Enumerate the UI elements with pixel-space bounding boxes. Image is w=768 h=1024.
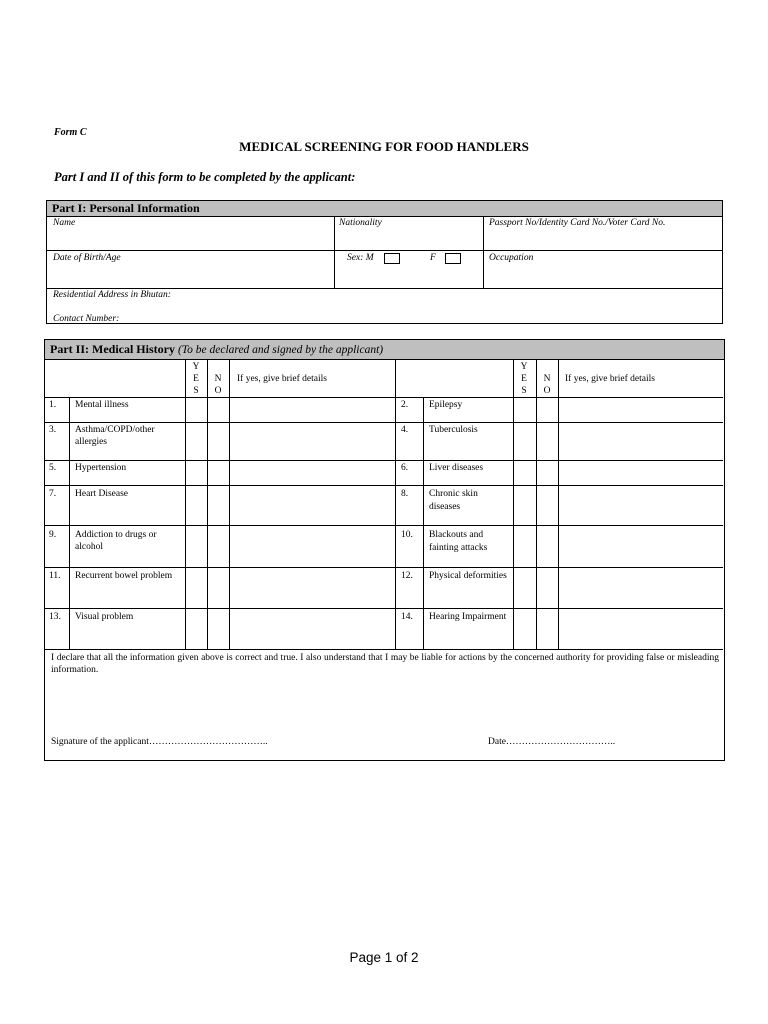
divider [207,360,208,649]
divider [69,397,70,649]
page-number: Page 1 of 2 [349,950,419,965]
condition-number: 12. [401,571,413,581]
condition-number: 14. [401,612,413,622]
passport-field[interactable]: Passport No/Identity Card No./Voter Card No. [489,218,666,228]
condition-label: Epilepsy [429,400,463,410]
divider [423,397,424,649]
condition-number: 1. [49,400,57,410]
divider [45,567,723,568]
condition-number: 3. [49,425,57,435]
condition-label: Blackouts and fainting attacks [429,530,488,553]
condition-label: Tuberculosis [429,425,478,435]
condition-label: Heart Disease [75,489,129,499]
divider [45,608,723,609]
condition-label: Asthma/COPD/other allergies [75,425,155,447]
sex-female-checkbox[interactable] [445,253,461,264]
medical-history-section [44,339,725,761]
form-instruction: Part I and II of this form to be completed by the applicant: [54,170,356,184]
condition-label: Recurrent bowel problem [75,571,173,581]
occupation-field[interactable]: Occupation [489,253,534,263]
condition-number: 11. [49,571,61,581]
name-field[interactable]: Name [53,218,76,228]
condition-number: 9. [49,530,57,540]
dob-field[interactable]: Date of Birth/Age [53,253,121,263]
divider [45,485,723,486]
condition-label: Visual problem [75,612,134,622]
nationality-field[interactable]: Nationality [339,218,382,228]
divider [47,288,722,289]
divider [229,360,230,649]
condition-number: 5. [49,463,57,473]
divider [558,360,559,649]
condition-number: 10. [401,530,413,540]
part2-subtitle: (To be declared and signed by the applicant) [177,344,384,356]
divider [47,250,722,251]
condition-number: 13. [49,612,61,622]
condition-label: Chronic skin diseases [429,489,478,512]
condition-number: 7. [49,489,57,499]
condition-label: Liver diseases [429,463,484,473]
yes-column-header: Y E S [520,362,528,396]
condition-number: 6. [401,463,409,473]
sex-label: Sex: M [347,253,374,263]
details-column-header: If yes, give brief details [237,374,327,384]
divider [45,649,723,650]
divider [185,360,186,649]
divider [45,422,723,423]
condition-label: Hypertension [75,463,127,473]
signature-field[interactable]: Signature of the applicant……………………………….. [51,737,268,747]
no-column-header: N O [214,374,222,396]
form-label: Form C [54,127,87,138]
condition-label: Mental illness [75,400,129,410]
divider [334,217,335,288]
divider [536,360,537,649]
details-column-header: If yes, give brief details [565,374,655,384]
divider [45,525,723,526]
condition-label: Hearing Impairment [429,612,507,622]
no-column-header: N O [543,374,551,396]
condition-label: Addiction to drugs or alcohol [75,530,157,552]
sex-male-checkbox[interactable] [384,253,400,264]
part1-heading: Part I: Personal Information [47,201,722,217]
contact-field[interactable]: Contact Number: [53,314,120,324]
declaration-text: I declare that all the information given above is correct and true. I also understand that I may be liable for actions by the concerned authority for providing false or misleading information. [51,653,719,675]
condition-number: 8. [401,489,409,499]
yes-column-header: Y E S [192,362,200,396]
divider [395,360,396,649]
date-field[interactable]: Date…………………………….. [488,737,616,747]
divider [513,360,514,649]
sex-female-label: F [430,253,436,263]
personal-information-section [46,200,723,324]
page-title: MEDICAL SCREENING FOR FOOD HANDLERS [239,139,529,154]
address-field[interactable]: Residential Address in Bhutan: [53,290,171,300]
condition-number: 2. [401,400,409,410]
part2-title: Part II: Medical History [50,342,175,356]
divider [483,217,484,288]
condition-number: 4. [401,425,409,435]
condition-label: Physical deformities [429,571,507,581]
part2-heading [45,340,724,360]
divider [45,397,723,398]
divider [45,460,723,461]
